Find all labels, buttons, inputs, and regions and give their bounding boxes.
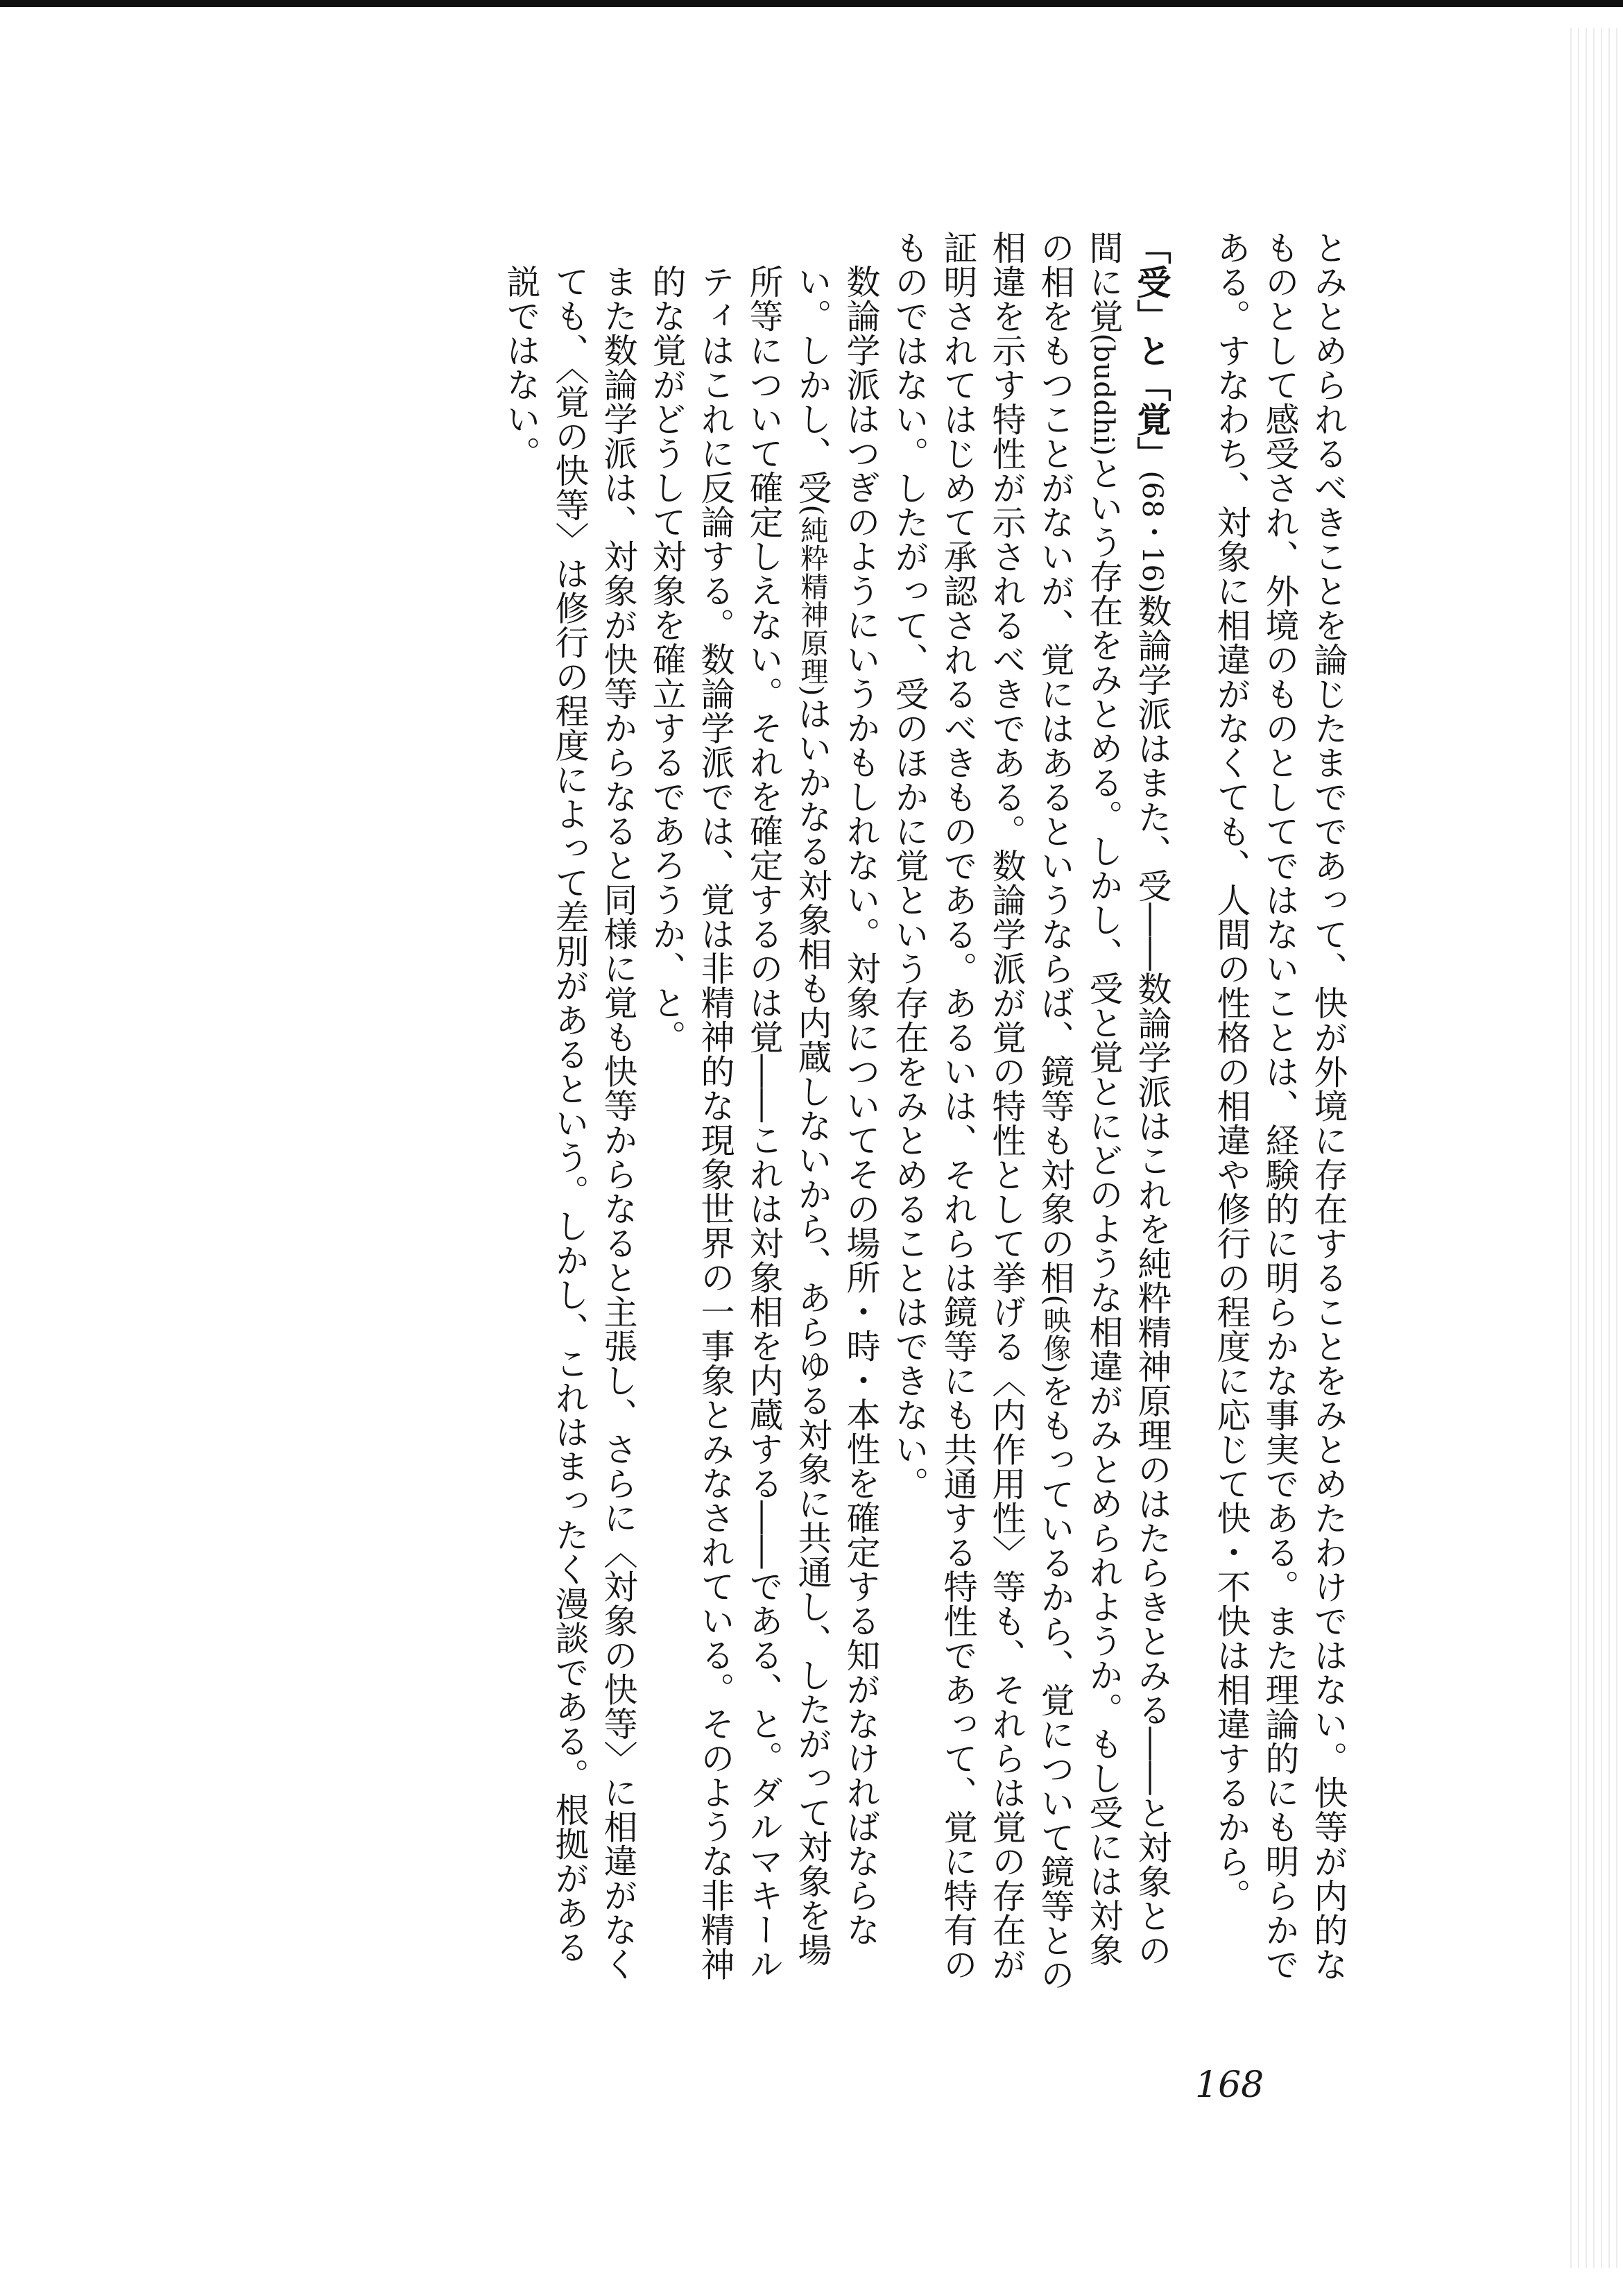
paragraph-4	[497, 230, 642, 1992]
section-heading: 「受」と「覚」	[1132, 230, 1172, 471]
paragraph-4-text: また数論学派は、対象が快等からなると同様に覚も快等からなると主張し、さらに〈対象の快等〉に相違がなくても、〈覚の快等〉は修行の程度によって差別があるという。しかし、これはまったく漫談である。根拠がある説ではない。	[501, 264, 638, 1981]
paragraph-2-text-a: 数論学派はまた、受――数論学派はこれを純粋精神原理のはたらきとみる――と対象との間に覚	[1084, 230, 1172, 1967]
paragraph-2	[885, 230, 1176, 1992]
eizo-gloss: (映像)	[1039, 1294, 1071, 1374]
section-gap	[1176, 230, 1207, 1992]
paragraph-3-text-a: 数論学派はつぎのようにいうかもしれない。対象についてその場所・時・本性を確定する知がなければならない。しかし、受	[793, 264, 881, 1947]
paragraph-3-text-b: はいかなる対象相も内蔵しないから、あらゆる対象に共通し、したがって対象を場所等について確定しえない。それを確定するのは覚――これは対象相を内蔵する――である、と。ダルマキールティはこれに反論する。数論学派では、覚は非精神的な現象世界の一事象とみなされている。そのような非精神的な覚がどうして対象を確立するであろうか、と。	[647, 264, 832, 1981]
page-edge-shadow	[1564, 28, 1623, 2268]
vertical-text-body	[497, 230, 1352, 1992]
paragraph-2-text-b: という存在をみとめる。しかし、受と覚とにどのような相違がみとめられようか。もし受には対象の相をもつことがないが、覚にはあるというならば、鏡等も対象の相	[1036, 230, 1124, 1967]
paragraph-2-text-c: をもっているから、覚について鏡等との相違を示す特性が示されるべきである。数論学派が覚の特性として挙げる〈内作用性〉等も、それらは覚の存在が証明されてはじめて承認されるべきものである。あるいは、それらは鏡等にも共通する特性であって、覚に特有のものではない。したがって、受のほかに覚という存在をみとめることはできない。	[890, 230, 1075, 1992]
top-rule	[0, 0, 1623, 7]
paragraph-1-text: とみとめられるべきことを論じたまでであって、快が外境に存在することをみとめたわけではない。快等が内的なものとして感受され、外境のものとしてではないことは、経験的に明らかな事実である。また理論的にも明らかである。すなわち、対象に相違がなくても、人間の性格の相違や修行の程度に応じて快・不快は相違するから。	[1212, 230, 1348, 1982]
page-number: 168	[1195, 2064, 1264, 2106]
section-ref: (68・16)	[1136, 470, 1168, 594]
ju-gloss: (純粋精神原理)	[796, 504, 828, 696]
paragraph-1	[1207, 230, 1352, 1992]
paragraph-3	[642, 230, 885, 1992]
buddhi-gloss: (buddhi)	[1088, 333, 1119, 456]
